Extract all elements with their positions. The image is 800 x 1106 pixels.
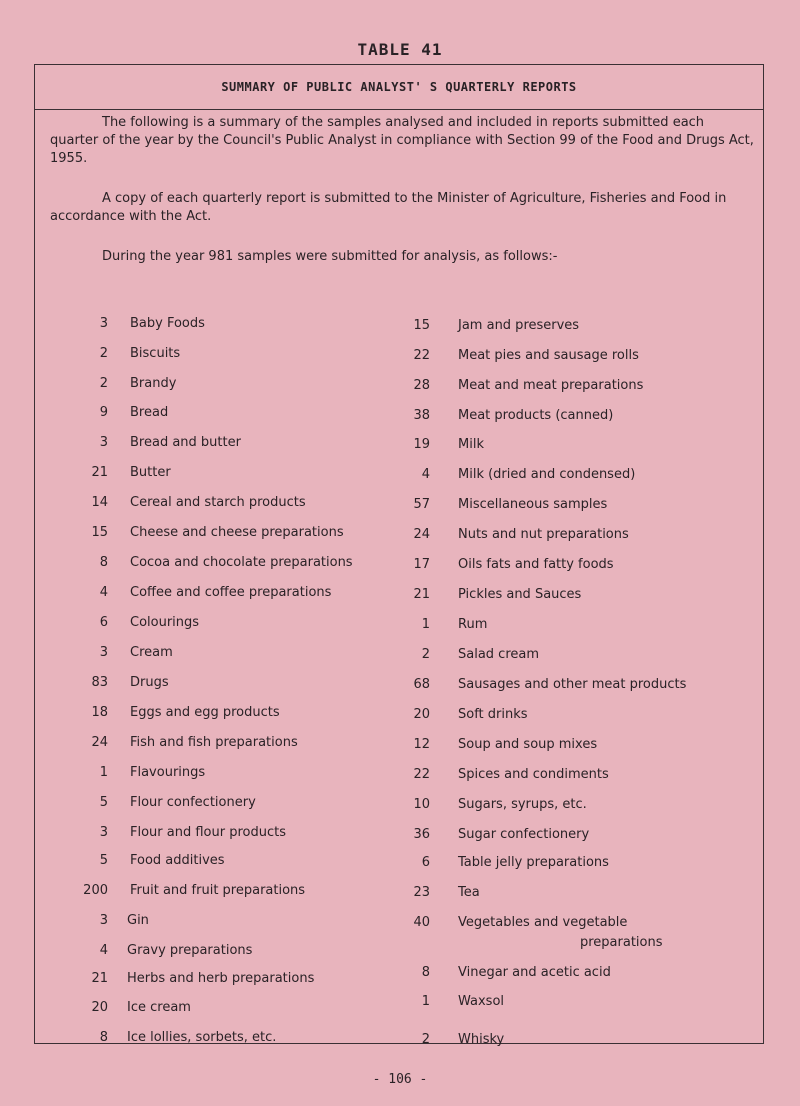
page-number: - 106 - [372, 1072, 428, 1087]
sample-count: 36 [413, 827, 430, 842]
sample-item: Gravy preparations [127, 943, 253, 958]
sample-count: 15 [91, 525, 108, 540]
sample-item: Nuts and nut preparations [458, 527, 629, 542]
sample-item: Gin [127, 913, 149, 928]
sample-item: Colourings [130, 615, 200, 630]
table-title: TABLE 41 [357, 40, 443, 59]
sample-count: 4 [99, 943, 108, 958]
sample-count: 15 [413, 318, 430, 333]
sample-item: Biscuits [130, 346, 181, 361]
sample-count: 10 [413, 797, 430, 812]
sample-count: 18 [91, 705, 108, 720]
sample-count: 22 [413, 348, 430, 363]
intro-paragraph-3: During the year 981 samples were submitted for analysis, as follows:- [102, 249, 558, 264]
sample-item: Herbs and herb preparations [127, 971, 315, 986]
intro-paragraph-1: The following is a summary of the samples analysed and included in reports submitted each quarter of the year by the Council's Public Analyst in compliance with Section 99 of the Food and Drugs Act, 1955. [50, 115, 754, 166]
sample-count: 19 [413, 437, 430, 452]
sample-item: Spices and condiments [458, 767, 609, 782]
sample-item: Bread and butter [130, 435, 241, 450]
sample-item: Waxsol [458, 994, 505, 1009]
sample-count: 2 [99, 346, 108, 361]
sample-item: Miscellaneous samples [458, 497, 608, 512]
sample-count: 8 [421, 965, 430, 980]
sample-item: Sugars, syrups, etc. [458, 797, 587, 812]
sample-count: 21 [91, 465, 108, 480]
sample-count: 1 [99, 765, 108, 780]
sample-item: Milk (dried and condensed) [458, 467, 636, 482]
sample-count: 2 [421, 647, 430, 662]
sample-count: 5 [99, 853, 108, 868]
sample-count: 68 [413, 677, 430, 692]
sample-item: Food additives [130, 853, 225, 868]
sample-item: Soup and soup mixes [458, 737, 598, 752]
sample-count: 200 [83, 883, 108, 898]
heading-band [34, 64, 764, 110]
sample-item: Meat pies and sausage rolls [458, 348, 639, 363]
sample-count: 28 [413, 378, 430, 393]
table-heading: SUMMARY OF PUBLIC ANALYST' S QUARTERLY REPORTS [221, 79, 577, 94]
sample-count: 9 [99, 405, 108, 420]
sample-item: Cereal and starch products [130, 495, 306, 510]
sample-item: Brandy [130, 376, 177, 391]
sample-item: Whisky [458, 1032, 505, 1047]
sample-item: Bread [130, 405, 169, 420]
sample-item: Fruit and fruit preparations [130, 883, 306, 898]
sample-item: Flavourings [130, 765, 206, 780]
sample-item: Butter [130, 465, 171, 480]
sample-count: 3 [99, 316, 108, 331]
sample-item: Baby Foods [130, 316, 205, 331]
sample-item: Eggs and egg products [130, 705, 280, 720]
sample-count: 40 [413, 915, 430, 930]
sample-count: 23 [413, 885, 430, 900]
sample-count: 24 [413, 527, 430, 542]
sample-count: 6 [421, 855, 430, 870]
sample-count: 57 [413, 497, 430, 512]
sample-item: Soft drinks [458, 707, 528, 722]
sample-item: Cream [130, 645, 173, 660]
sample-count: 14 [91, 495, 108, 510]
sample-count: 4 [99, 585, 108, 600]
sample-count: 3 [99, 645, 108, 660]
sample-item: Vinegar and acetic acid [458, 965, 611, 980]
sample-item: Oils fats and fatty foods [458, 557, 614, 572]
sample-count: 6 [99, 615, 108, 630]
sample-item: Table jelly preparations [458, 855, 609, 870]
sample-count: 1 [421, 617, 430, 632]
sample-item: Sausages and other meat products [458, 677, 687, 692]
sample-item: Meat products (canned) [458, 408, 614, 423]
sample-count: 3 [99, 825, 108, 840]
sample-item: Coffee and coffee preparations [130, 585, 332, 600]
sample-count: 8 [99, 555, 108, 570]
sample-count: 83 [91, 675, 108, 690]
sample-item: Vegetables and vegetable [458, 915, 628, 930]
sample-count: 22 [413, 767, 430, 782]
sample-count: 1 [421, 994, 430, 1009]
sample-item: Milk [458, 437, 484, 452]
sample-item: preparations [580, 935, 663, 950]
sample-item: Flour and flour products [130, 825, 286, 840]
sample-count: 24 [91, 735, 108, 750]
sample-count: 20 [91, 1000, 108, 1015]
sample-count: 3 [99, 913, 108, 928]
sample-count: 38 [413, 408, 430, 423]
sample-item: Flour confectionery [130, 795, 256, 810]
sample-count: 8 [99, 1030, 108, 1045]
sample-count: 3 [99, 435, 108, 450]
sample-item: Ice cream [127, 1000, 191, 1015]
sample-count: 12 [413, 737, 430, 752]
sample-item: Cocoa and chocolate preparations [130, 555, 353, 570]
sample-item: Drugs [130, 675, 169, 690]
sample-item: Rum [458, 617, 488, 632]
sample-count: 20 [413, 707, 430, 722]
sample-item: Salad cream [458, 647, 540, 662]
sample-item: Cheese and cheese preparations [130, 525, 344, 540]
sample-item: Jam and preserves [458, 318, 580, 333]
sample-item: Tea [458, 885, 480, 900]
intro-paragraph-2: A copy of each quarterly report is submitted to the Minister of Agriculture, Fisheries and Food in accordance with the Act. [50, 191, 727, 224]
sample-count: 2 [421, 1032, 430, 1047]
sample-count: 17 [413, 557, 430, 572]
sample-item: Pickles and Sauces [458, 587, 582, 602]
sample-count: 5 [99, 795, 108, 810]
sample-item: Sugar confectionery [458, 827, 590, 842]
sample-item: Fish and fish preparations [130, 735, 298, 750]
sample-count: 21 [413, 587, 430, 602]
sample-count: 21 [91, 971, 108, 986]
sample-count: 4 [421, 467, 430, 482]
sample-count: 2 [99, 376, 108, 391]
sample-item: Meat and meat preparations [458, 378, 644, 393]
sample-item: Ice lollies, sorbets, etc. [127, 1030, 277, 1045]
